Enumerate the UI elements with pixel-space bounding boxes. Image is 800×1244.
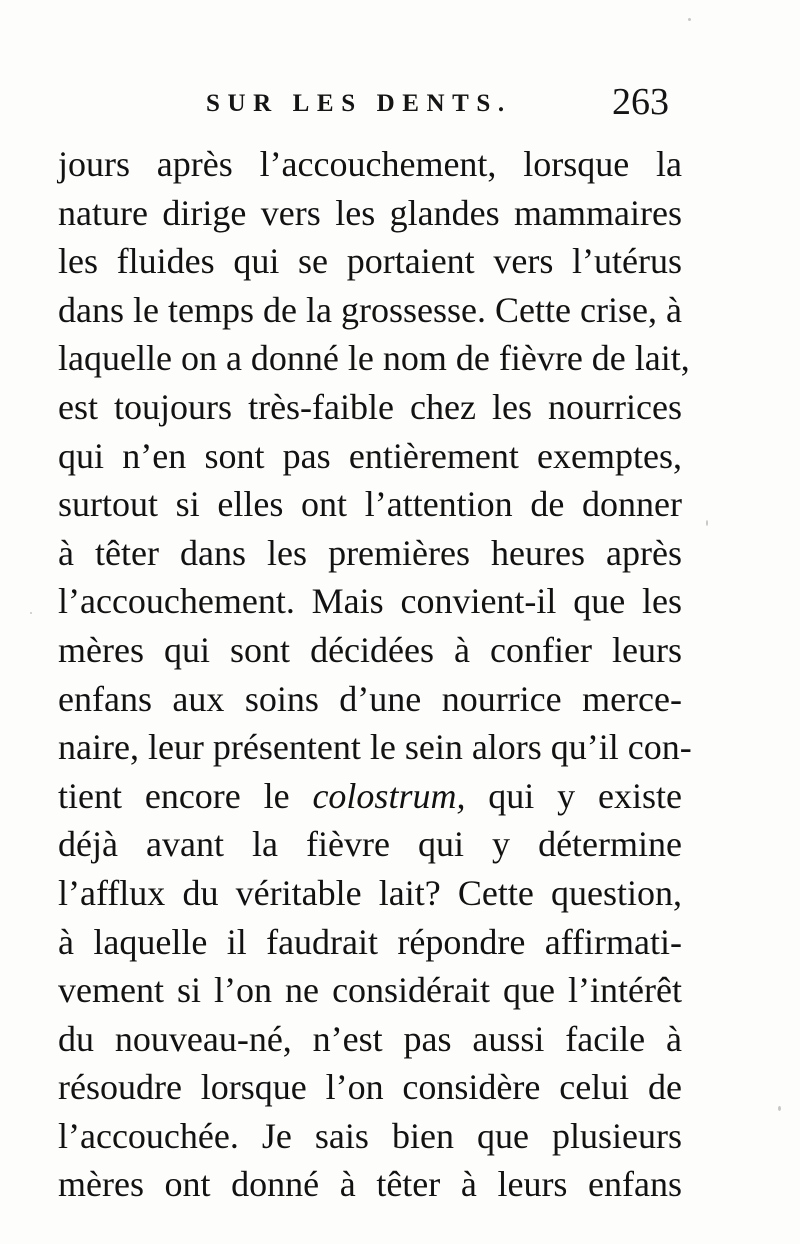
text-line-12: enfans aux soins d’une nourrice merce-	[58, 678, 682, 719]
text-line-20: résoudre lorsque l’on considère celui de	[58, 1067, 682, 1108]
text-line-11: mères qui sont décidées à confier leurs	[58, 629, 682, 670]
text-line-8: surtout si elles ont l’attention de donner	[58, 484, 682, 525]
text-line-14-end: qui y existe	[465, 775, 682, 816]
italic-term-colostrum: colostrum,	[312, 775, 466, 816]
text-line-3: les fluides qui se portaient vers l’utérus	[58, 241, 682, 282]
text-line-21: l’accouchée. Je sais bien que plusieurs	[58, 1115, 682, 1156]
text-line-1: jours après l’accouchement, lorsque la	[58, 144, 682, 184]
text-line-13: naire, leur présentent le sein alors qu’il con-	[58, 727, 692, 768]
text-line-2: nature dirige vers les glandes mammaires	[58, 192, 682, 233]
page-number: 263	[612, 81, 669, 123]
text-line-6: est toujours très-faible chez les nourrices	[58, 386, 682, 427]
text-line-22: mères ont donné à têter à leurs enfans	[58, 1164, 682, 1205]
paper-speck	[778, 1106, 781, 1111]
text-line-5: laquelle on a donné le nom de fièvre de lait,	[58, 338, 690, 379]
text-line-18: vement si l’on ne considérait que l’intérêt	[58, 970, 682, 1011]
text-line-15: déjà avant la fièvre qui y détermine	[58, 824, 682, 865]
text-line-14	[58, 772, 682, 821]
text-line-10: l’accouchement. Mais convient-il que les	[58, 581, 682, 622]
paper-speck	[30, 612, 32, 614]
text-line-16: l’afflux du véritable lait? Cette question,	[58, 872, 682, 913]
page-header	[0, 82, 800, 126]
text-line-17: à laquelle il faudrait répondre affirmati-	[58, 921, 682, 962]
text-line-7: qui n’en sont pas entièrement exemptes,	[58, 435, 682, 476]
paper-speck	[688, 18, 691, 21]
text-line-19: du nouveau-né, n’est pas aussi facile à	[58, 1018, 682, 1059]
body-text	[58, 140, 692, 1209]
text-line-9: à têter dans les premières heures après	[58, 532, 682, 573]
paper-speck	[706, 520, 708, 526]
running-title: SUR LES DENTS.	[206, 90, 512, 117]
text-line-14-start: tient encore le	[58, 775, 313, 816]
text-line-4: dans le temps de la grossesse. Cette crise, à	[58, 289, 682, 330]
